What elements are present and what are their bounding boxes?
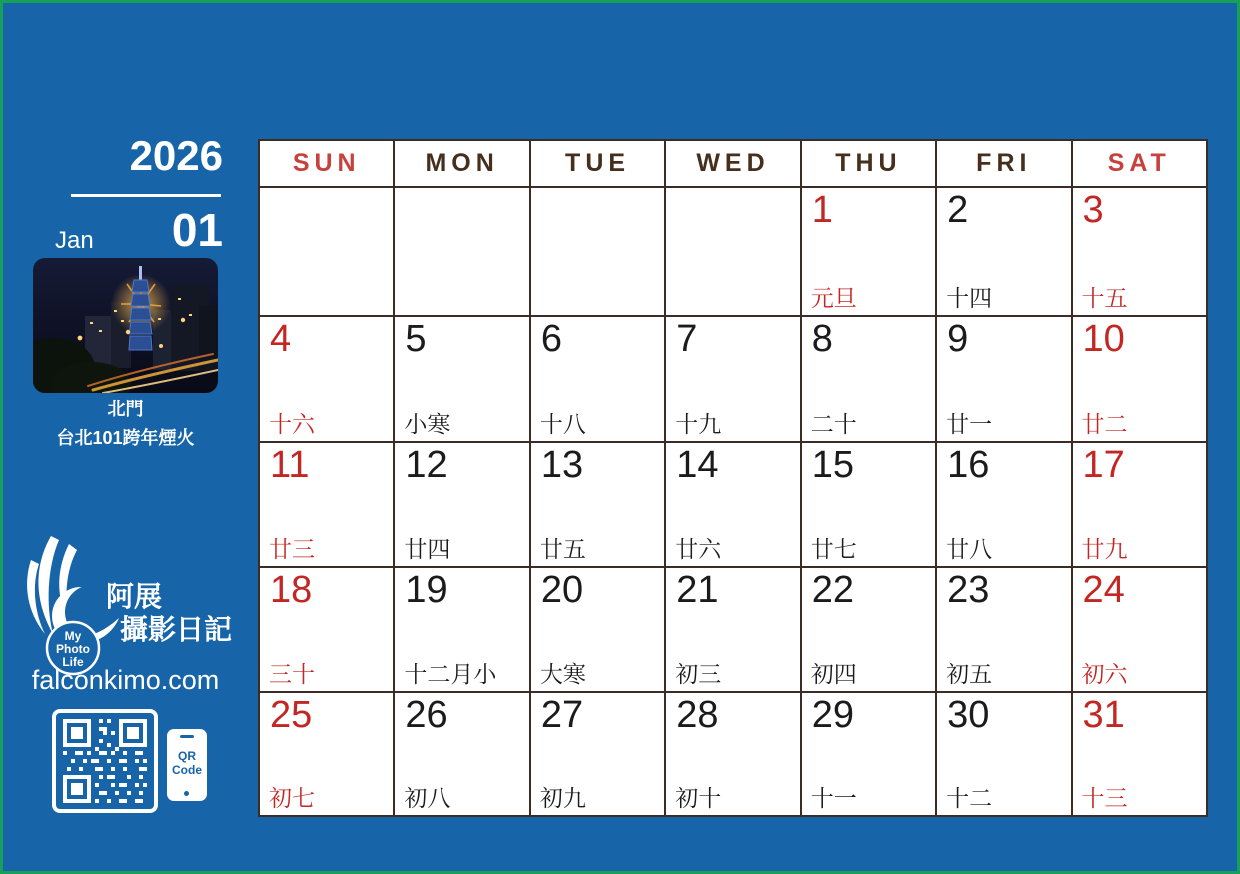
day-cell [530,316,665,442]
weekday-sun: SUN [259,140,394,187]
lunar-label: 初三 [675,660,722,687]
day-number: 23 [947,569,990,611]
day-cell [530,442,665,567]
day-number: 14 [676,444,719,486]
lunar-label: 十一 [810,784,857,811]
day-number: 27 [540,694,584,736]
lunar-label: 十六 [269,410,315,437]
lunar-label: 小寒 [404,410,451,437]
day-cell [259,316,394,442]
divider-line [71,194,221,197]
day-cell [394,442,529,567]
day-cell [665,187,800,316]
day-cell [1072,316,1207,442]
lunar-label: 十九 [675,410,722,437]
lunar-label: 廿八 [946,535,993,562]
lunar-label: 大寒 [539,660,586,687]
phone-icon [167,729,207,801]
day-number: 4 [270,318,292,360]
fireworks-photo-illustration [33,258,218,393]
day-number: 25 [270,694,313,736]
lunar-label: 初五 [946,660,993,687]
logo-circle-word-my: My [64,629,82,643]
logo-circle-word-life: Life [62,655,84,669]
day-number: 8 [811,318,833,360]
day-cell [665,692,800,816]
qr-code [52,709,158,813]
weekday-thu: THU [801,140,936,187]
day-number: 20 [540,569,584,611]
lunar-label: 十三 [1081,784,1128,811]
day-cell [665,442,800,567]
day-number: 29 [811,694,854,736]
week-row [259,692,1207,816]
lunar-label: 三十 [269,660,315,687]
day-cell [259,187,394,316]
day-cell [1072,187,1207,316]
day-number: 28 [676,694,719,736]
phone-home-dot [184,791,189,796]
calendar-table [258,139,1208,817]
day-cell [665,316,800,442]
photo-caption-line2: 台北101跨年煙火 [56,428,195,448]
day-cell [936,567,1071,692]
day-number: 7 [676,318,698,360]
lunar-label: 十五 [1081,284,1128,311]
day-cell [394,187,529,316]
day-cell [394,316,529,442]
lunar-label: 初七 [269,784,315,811]
day-number: 31 [1082,694,1125,736]
day-cell [530,692,665,816]
day-number: 3 [1082,189,1104,231]
year-label: 2026 [129,132,223,179]
week-row [259,316,1207,442]
lunar-label: 廿三 [269,535,315,562]
day-number: 19 [405,569,448,611]
month-photo [33,258,218,393]
website-url: falconkimo.com [31,665,220,695]
day-cell [936,442,1071,567]
lunar-label: 初九 [539,784,586,811]
day-cell [801,442,936,567]
day-number: 16 [947,444,990,486]
lunar-label: 廿一 [946,410,993,437]
month-abbr-label: Jan [55,227,94,254]
day-number: 12 [405,444,448,486]
day-cell [936,316,1071,442]
day-cell [801,567,936,692]
day-number: 26 [405,694,448,736]
week-row [259,187,1207,316]
logo-circle-word-photo: Photo [56,642,90,656]
day-cell [259,442,394,567]
lunar-label: 元旦 [810,284,857,311]
week-row [259,567,1207,692]
day-number: 21 [676,569,719,611]
day-cell [665,567,800,692]
day-number: 2 [947,189,969,231]
day-cell [936,187,1071,316]
day-cell [801,187,936,316]
day-cell [936,692,1071,816]
weekday-fri: FRI [936,140,1071,187]
brand-name-line2: 攝影日記 [120,614,233,645]
month-number-label: 01 [171,204,223,256]
day-cell [530,187,665,316]
lunar-label: 十二月小 [404,660,497,687]
day-number: 1 [811,189,833,231]
lunar-label: 二十 [810,410,857,437]
phone-speaker-slot [180,735,194,738]
photo-caption-line1: 北門 [107,399,144,419]
day-cell [259,692,394,816]
day-cell [1072,692,1207,816]
weekday-sat: SAT [1072,140,1207,187]
day-number: 13 [540,444,584,486]
day-cell [1072,567,1207,692]
day-cell [530,567,665,692]
day-cell [394,567,529,692]
phone-qr-label: QR Code [172,749,202,778]
day-cell [394,692,529,816]
lunar-label: 廿二 [1081,410,1128,437]
lunar-label: 十二 [946,784,993,811]
lunar-label: 十四 [946,284,993,311]
weekday-header-row [259,140,1207,187]
day-cell [801,316,936,442]
weekday-mon: MON [394,140,529,187]
brand-name-line1: 阿展 [106,581,163,612]
day-number: 11 [270,444,310,486]
lunar-label: 廿五 [539,535,586,562]
day-number: 22 [811,569,854,611]
day-number: 18 [270,569,313,611]
weekday-tue: TUE [530,140,665,187]
weekday-wed: WED [665,140,800,187]
day-cell [1072,442,1207,567]
day-number: 17 [1082,444,1125,486]
day-number: 15 [811,444,854,486]
lunar-label: 初六 [1081,660,1128,687]
day-cell [259,567,394,692]
calendar-grid [258,139,1208,817]
day-number: 24 [1082,569,1125,611]
day-cell [801,692,936,816]
lunar-label: 十八 [539,410,586,437]
lunar-label: 初八 [404,784,451,811]
day-number: 5 [405,318,427,360]
day-number: 30 [947,694,990,736]
week-row [259,442,1207,567]
lunar-label: 初十 [675,784,722,811]
lunar-label: 廿四 [404,535,451,562]
lunar-label: 廿七 [810,535,857,562]
day-number: 6 [540,318,562,360]
lunar-label: 廿九 [1081,535,1128,562]
day-number: 9 [947,318,969,360]
day-number: 10 [1082,318,1125,360]
lunar-label: 初四 [810,660,857,687]
qr-code-pattern [63,719,147,803]
lunar-label: 廿六 [675,535,722,562]
